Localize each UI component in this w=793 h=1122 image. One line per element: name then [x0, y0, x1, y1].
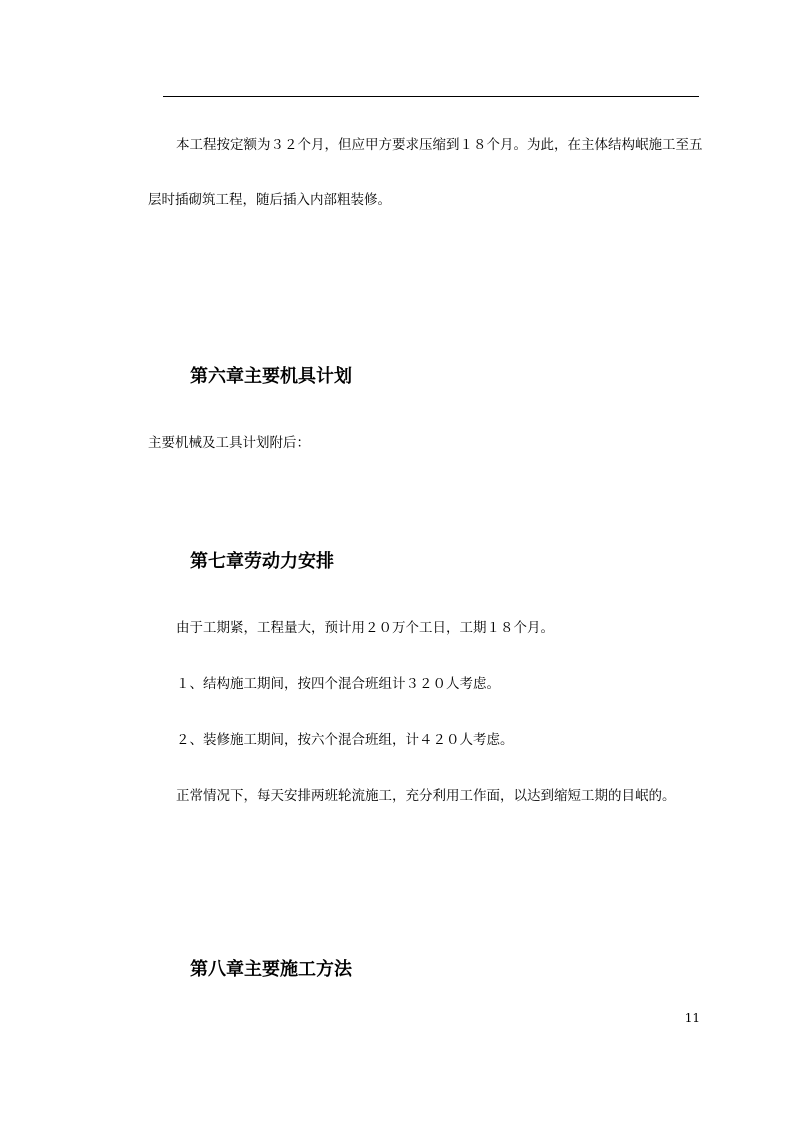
page-number: 11 — [684, 1011, 700, 1025]
chapter7-heading: 第七章劳动力安排 — [190, 551, 334, 572]
labor-item-1: １、结构施工期间，按四个混合班组计３２０人考虑。 — [176, 676, 500, 692]
schedule-paragraph-line2: 层时插砌筑工程，随后插入内部粗装修。 — [148, 192, 391, 208]
chapter8-heading: 第八章主要施工方法 — [190, 959, 352, 980]
machinery-paragraph: 主要机械及工具计划附后： — [148, 435, 310, 451]
chapter6-heading: 第六章主要机具计划 — [190, 366, 352, 387]
labor-item-2: ２、装修施工期间，按六个混合班组，计４２０人考虑。 — [176, 732, 514, 748]
labor-intro-paragraph: 由于工期紧，工程量大，预计用２０万个工日，工期１８个月。 — [176, 620, 554, 636]
header-rule — [163, 96, 699, 97]
schedule-paragraph-line1: 本工程按定额为３２个月，但应甲方要求压缩到１８个月。为此，在主体结构岷施工至五 — [176, 137, 703, 153]
labor-normal-paragraph: 正常情况下，每天安排两班轮流施工，充分利用工作面，以达到缩短工期的目岷的。 — [176, 788, 676, 804]
